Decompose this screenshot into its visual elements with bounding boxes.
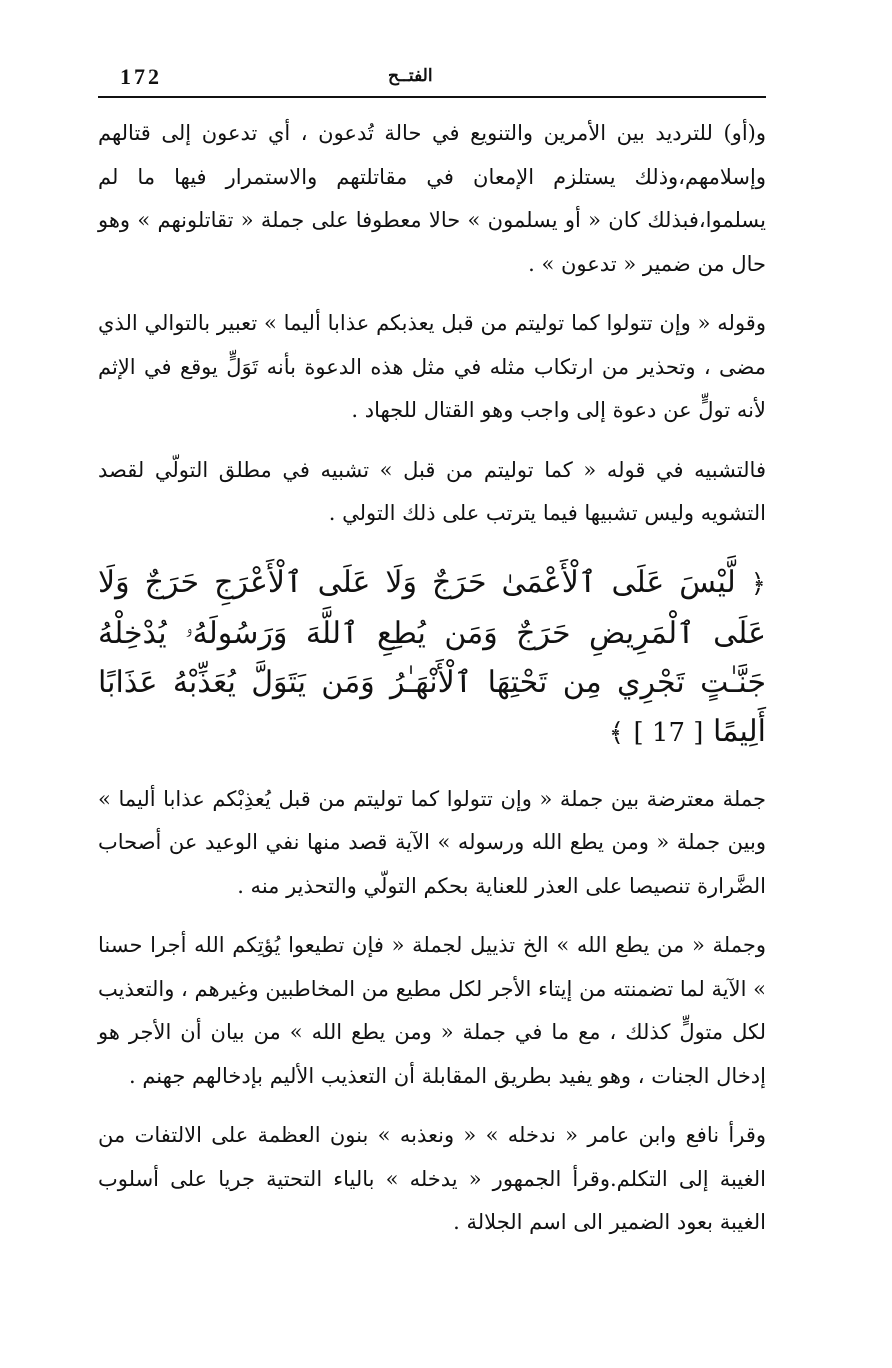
paragraph-4: جملة معترضة بين جملة « وإن تتولوا كما توليتم من قبل يُعذِبْكم عذابا أليما » وبين جملة « ومن يطع الله ورسوله » الآية قصد منها نفي الوعيد عن أصحاب الضَّرارة تنصيصا على العذر للعناية بحكم التولّي والتحذير منه .	[98, 786, 766, 898]
verse-open-bracket: ﴿	[750, 568, 766, 599]
paragraph-3: فالتشبيه في قوله « كما توليتم من قبل » تشبيه في مطلق التولّي لقصد التشويه وليس تشبيها فيما يترتب على ذلك التولي .	[98, 457, 766, 525]
verse-text: لَّيْسَ عَلَى ٱلْأَعْمَىٰ حَرَجٌ وَلَا عَلَى ٱلْأَعْرَجِ حَرَجٌ وَلَا عَلَى ٱلْمَرِيضِ حَرَجٌ وَمَن يُطِعِ ٱللَّهَ وَرَسُولَهُۥ يُدْخِلْهُ جَنَّـٰتٍ تَجْرِي مِن تَحْتِهَا ٱلْأَنْهَـٰرُ وَمَن يَتَوَلَّ يُعَذِّبْهُ عَذَابًا أَلِيمًا	[98, 564, 766, 749]
book-page	[98, 58, 766, 1245]
quran-verse	[98, 558, 766, 758]
page-header	[98, 58, 766, 98]
page-number: 172	[120, 64, 162, 89]
paragraph-2: وقوله « وإن تتولوا كما توليتم من قبل يعذبكم عذابا أليما » تعبير بالتوالي الذي مضى ، وتحذير من ارتكاب مثله في مثل هذه الدعوة بأنه تَوَلٍّ يوقع في الإثم لأنه تولٍّ عن دعوة إلى واجب وهو القتال للجهاد .	[98, 311, 766, 422]
paragraph-1: و(أو) للترديد بين الأمرين والتنويع في حالة تُدعون ، أي تدعون إلى قتالهم وإسلامهم،وذلك يستلزم الإمعان في مقاتلتهم والاستمرار فيها ما لم يسلموا،فبذلك كان « أو يسلمون » حالا معطوفا على جملة « تقاتلونهم » وهو حال من ضمير « تدعون » .	[98, 121, 766, 276]
running-title: الفتــح	[388, 66, 433, 86]
paragraph-6: وقرأ نافع وابن عامر « ندخله » « ونعذبه » بنون العظمة على الالتفات من الغيبة إلى التكلم.وقرأ الجمهور « يدخله » بالياء التحتية جريا على أسلوب الغيبة بعود الضمير الى اسم الجلالة .	[98, 1123, 766, 1234]
verse-close-bracket: ﴾	[608, 717, 624, 748]
page-content	[98, 112, 766, 1245]
verse-number: [ 17 ]	[633, 717, 704, 748]
paragraph-5: وجملة « من يطع الله » الخ تذييل لجملة « فإن تطيعوا يُؤتِكم الله أجرا حسنا » الآية لما تضمنته من إيتاء الأجر لكل مطيع من المخاطبين وغيرهم ، والتعذيب لكل متولٍّ كذلك ، مع ما في جملة « ومن يطع الله » من بيان أن الأجر هو إدخال الجنات ، وهو يفيد بطريق المقابلة أن التعذيب الأليم بإدخالهم جهنم .	[98, 933, 766, 1088]
